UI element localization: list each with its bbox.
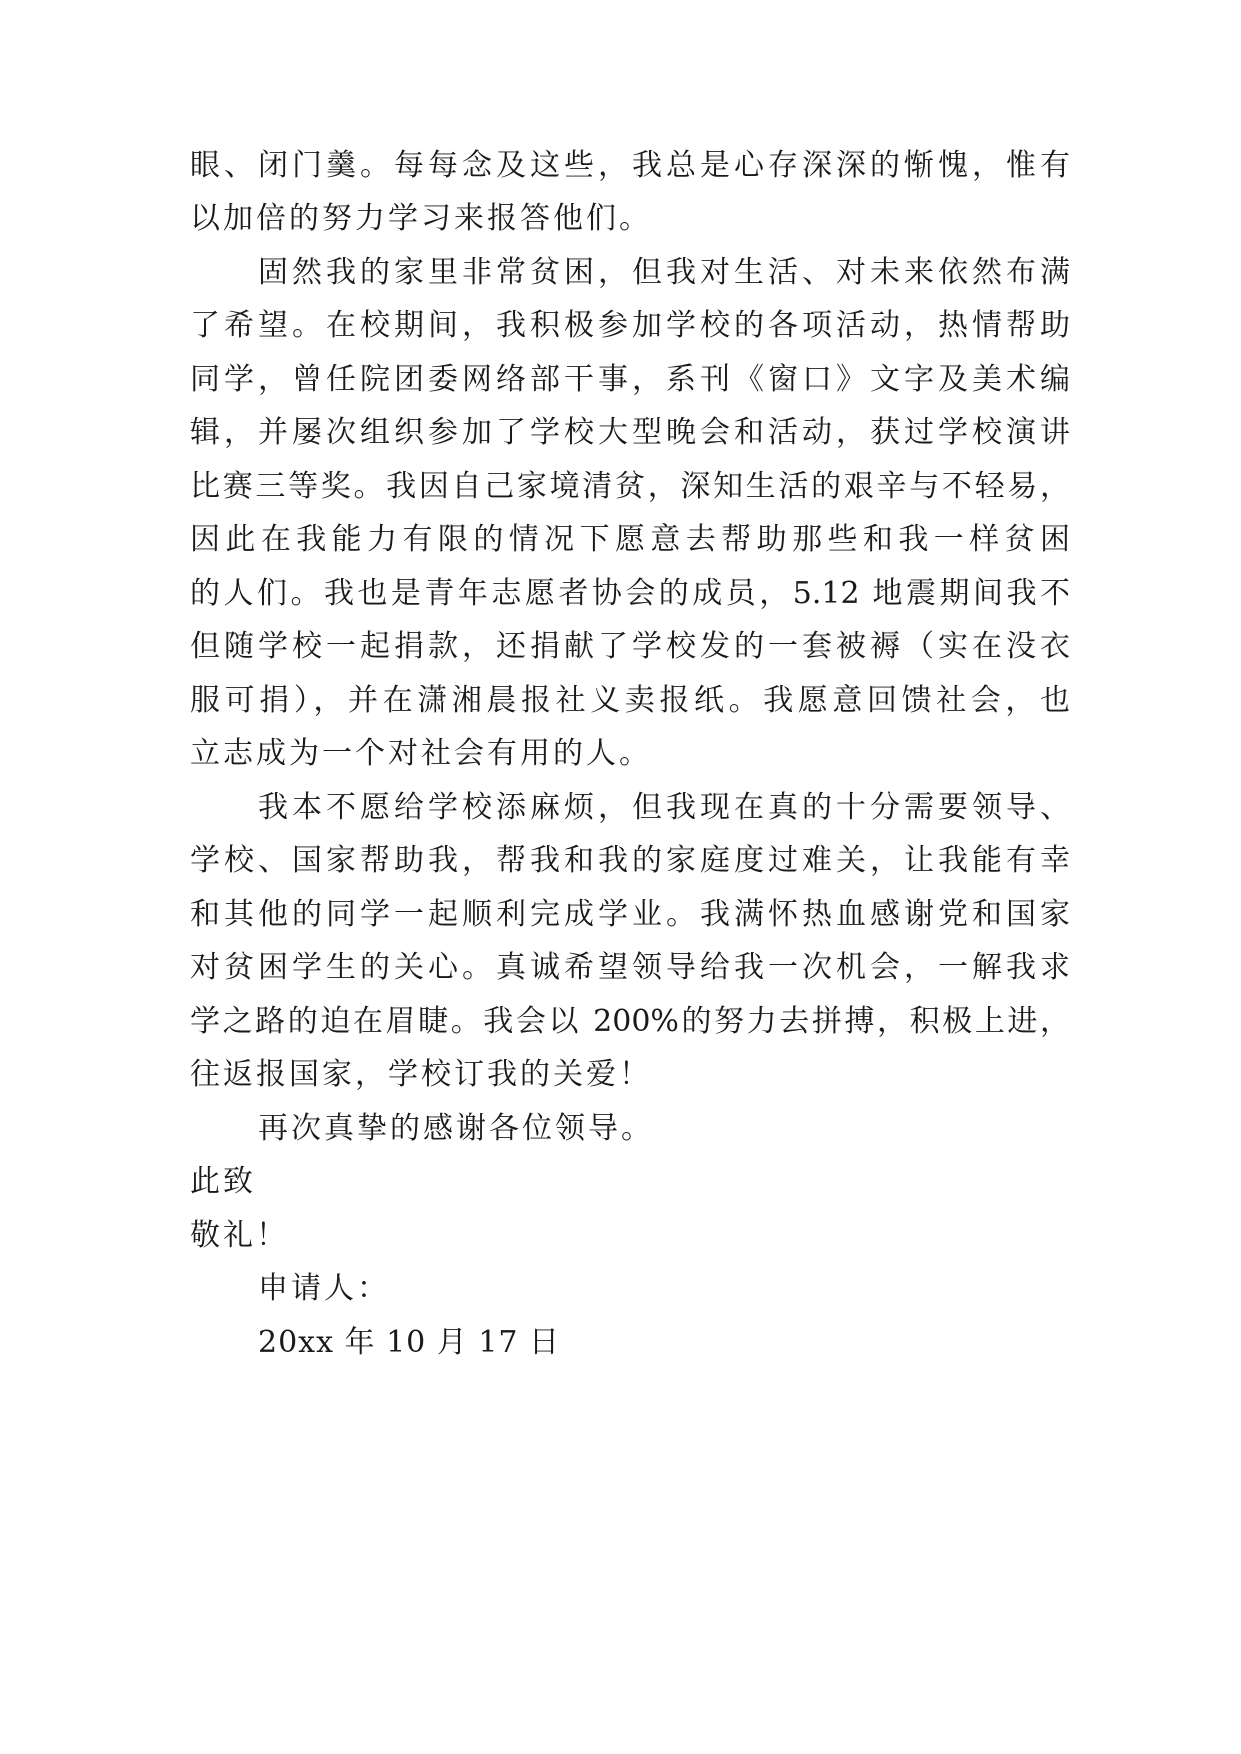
paragraph-3-line-3: 和其他的同学一起顺利完成学业。我满怀热血感谢党和国家 — [190, 897, 1070, 932]
paragraph-2-line-10: 立志成为一个对社会有用的人。 — [190, 736, 652, 771]
paragraph-3-line-2: 学校、国家帮助我，帮我和我的家庭度过难关，让我能有幸 — [190, 843, 1070, 878]
paragraph-2-line-2: 了希望。在校期间，我积极参加学校的各项活动，热情帮助 — [190, 308, 1070, 343]
paragraph-3-line-4: 对贫困学生的关心。真诚希望领导给我一次机会，一解我求 — [190, 950, 1070, 985]
paragraph-2-line-9: 服可捐），并在潇湘晨报社义卖报纸。我愿意回馈社会，也 — [190, 683, 1070, 718]
paragraph-2-line-6: 因此在我能力有限的情况下愿意去帮助那些和我一样贫困 — [190, 522, 1070, 557]
signature-date: 20xx 年 10 月 17 日 — [258, 1325, 561, 1360]
paragraph-2-line-7: 的人们。我也是青年志愿者协会的成员，5.12 地震期间我不 — [190, 576, 1070, 611]
applicant-label: 申请人： — [258, 1271, 390, 1306]
paragraph-3-line-6: 往返报国家，学校订我的关爱！ — [190, 1057, 652, 1092]
paragraph-2-line-4: 辑，并屡次组织参加了学校大型晚会和活动，获过学校演讲 — [190, 415, 1070, 450]
paragraph-1-line-1: 眼、闭门羹。每每念及这些，我总是心存深深的惭愧，惟有 — [190, 148, 1070, 183]
paragraph-1-line-2: 以加倍的努力学习来报答他们。 — [190, 201, 652, 236]
paragraph-2-line-3: 同学，曾任院团委网络部干事，系刊《窗口》文字及美术编 — [190, 362, 1070, 397]
salutation-line-1: 此致 — [190, 1164, 256, 1199]
paragraph-2-line-8: 但随学校一起捐款，还捐献了学校发的一套被褥（实在没衣 — [190, 629, 1070, 664]
paragraph-2-line-5: 比赛三等奖。我因自己家境清贫，深知生活的艰辛与不轻易， — [190, 469, 1070, 504]
paragraph-3-line-5: 学之路的迫在眉睫。我会以 200%的努力去拼搏，积极上进， — [190, 1004, 1070, 1039]
paragraph-2-line-1: 固然我的家里非常贫困，但我对生活、对未来依然布满 — [258, 255, 1070, 290]
salutation-line-2: 敬礼！ — [190, 1218, 289, 1253]
paragraph-4: 再次真挚的感谢各位领导。 — [258, 1111, 654, 1146]
paragraph-3-line-1: 我本不愿给学校添麻烦，但我现在真的十分需要领导、 — [258, 790, 1070, 825]
